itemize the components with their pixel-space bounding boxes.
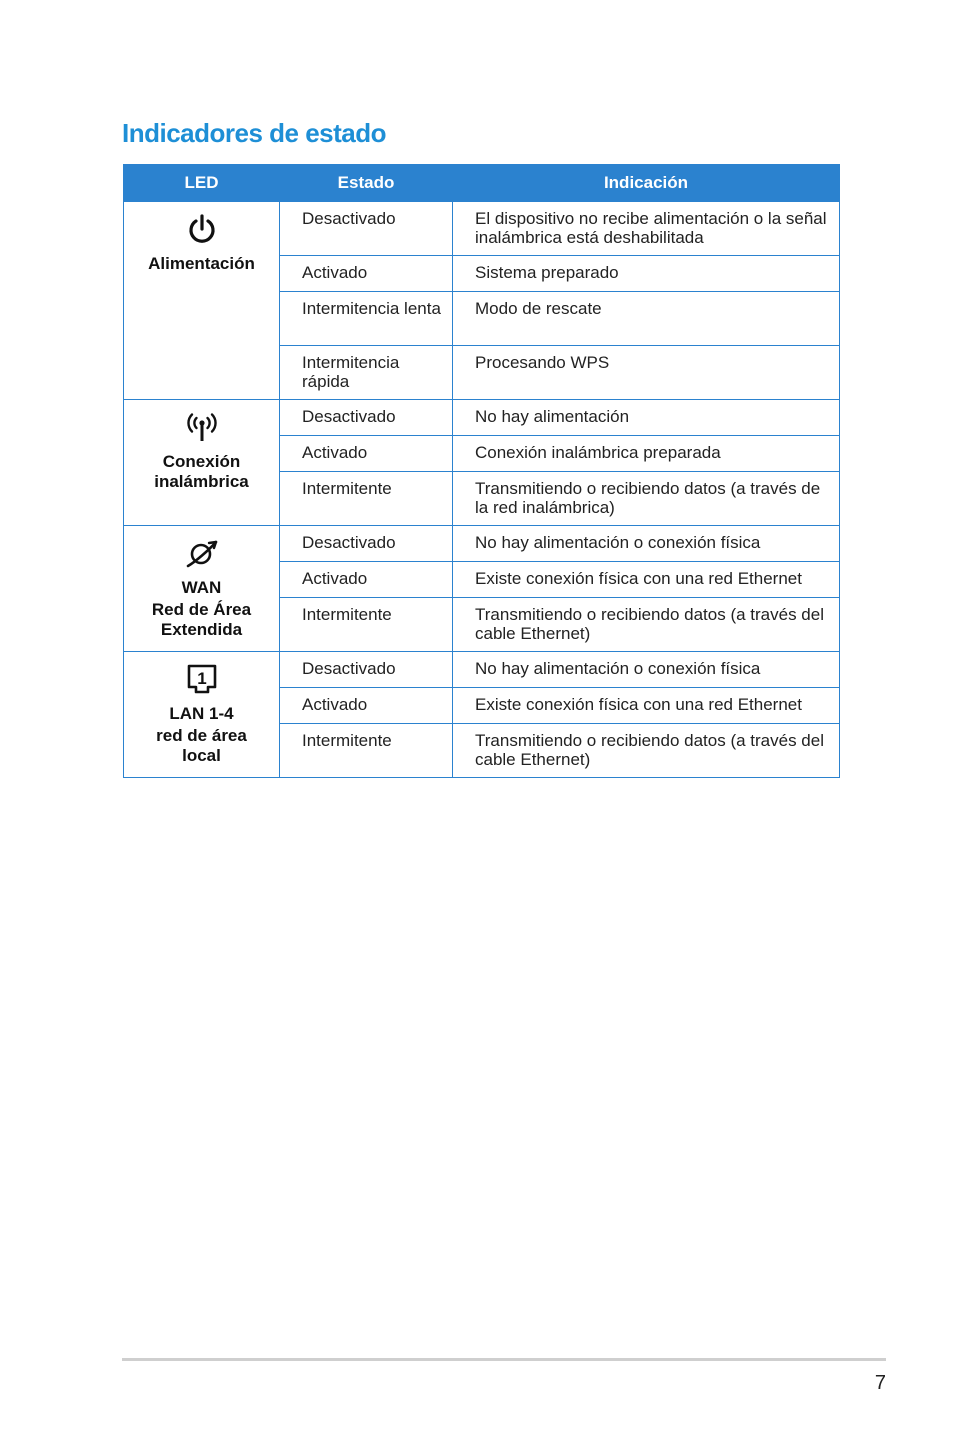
- indicacion-cell: Transmitiendo o recibiendo datos (a través del cable Ethernet): [453, 598, 840, 652]
- estado-cell: Desactivado: [280, 526, 453, 562]
- led-cell-lan: [124, 652, 280, 778]
- header-led: LED: [124, 165, 280, 202]
- table-row: [124, 400, 840, 436]
- estado-cell: Desactivado: [280, 652, 453, 688]
- indicacion-cell: Sistema preparado: [453, 256, 840, 292]
- indicacion-cell: No hay alimentación o conexión física: [453, 526, 840, 562]
- table-row: [124, 652, 840, 688]
- led-status-table: [123, 164, 840, 778]
- header-estado: Estado: [280, 165, 453, 202]
- estado-cell: Activado: [280, 256, 453, 292]
- led-name-line: WAN: [181, 578, 222, 597]
- led-name-line: local: [182, 746, 221, 765]
- indicacion-cell: Existe conexión física con una red Ethernet: [453, 562, 840, 598]
- estado-cell: Intermitente: [280, 724, 453, 778]
- led-name-line: Extendida: [160, 620, 243, 639]
- led-name-line: LAN 1-4: [169, 704, 234, 723]
- led-name-line: red de área: [156, 726, 247, 745]
- led-cell-wireless: [124, 400, 280, 526]
- lan-port-icon: [185, 662, 219, 696]
- led-name-line: Red de Área: [151, 600, 252, 619]
- indicacion-cell: El dispositivo no recibe alimentación o la señal inalámbrica está deshabilitada: [453, 202, 840, 256]
- indicacion-cell: No hay alimentación o conexión física: [453, 652, 840, 688]
- led-name: Alimentación: [148, 254, 255, 273]
- estado-cell: Activado: [280, 562, 453, 598]
- indicacion-cell: Transmitiendo o recibiendo datos (a través del cable Ethernet): [453, 724, 840, 778]
- table-row: [124, 202, 840, 256]
- indicacion-cell: Modo de rescate: [453, 292, 840, 346]
- table-header-row: [124, 165, 840, 202]
- led-name: Conexión inalámbrica: [154, 452, 249, 491]
- estado-cell: Intermitente: [280, 598, 453, 652]
- footer-divider: [122, 1358, 886, 1361]
- wan-globe-icon: [185, 536, 219, 570]
- indicacion-cell: No hay alimentación: [453, 400, 840, 436]
- header-indicacion: Indicación: [453, 165, 840, 202]
- table-row: [124, 526, 840, 562]
- indicacion-cell: Existe conexión física con una red Ethernet: [453, 688, 840, 724]
- wireless-icon: [185, 410, 219, 444]
- indicacion-cell: Procesando WPS: [453, 346, 840, 400]
- estado-cell: Intermitencia rápida: [280, 346, 453, 400]
- estado-cell: Activado: [280, 436, 453, 472]
- estado-cell: Intermitente: [280, 472, 453, 526]
- led-cell-power: [124, 202, 280, 400]
- estado-cell: Desactivado: [280, 400, 453, 436]
- led-cell-wan: [124, 526, 280, 652]
- indicacion-cell: Conexión inalámbrica preparada: [453, 436, 840, 472]
- estado-cell: Activado: [280, 688, 453, 724]
- estado-cell: Intermitencia lenta: [280, 292, 453, 346]
- indicacion-cell: Transmitiendo o recibiendo datos (a través de la red inalámbrica): [453, 472, 840, 526]
- page-title: Indicadores de estado: [122, 118, 387, 148]
- page-number: 7: [874, 1372, 886, 1394]
- power-icon: [185, 212, 219, 246]
- estado-cell: Desactivado: [280, 202, 453, 256]
- lan-port-number: 1: [196, 669, 207, 688]
